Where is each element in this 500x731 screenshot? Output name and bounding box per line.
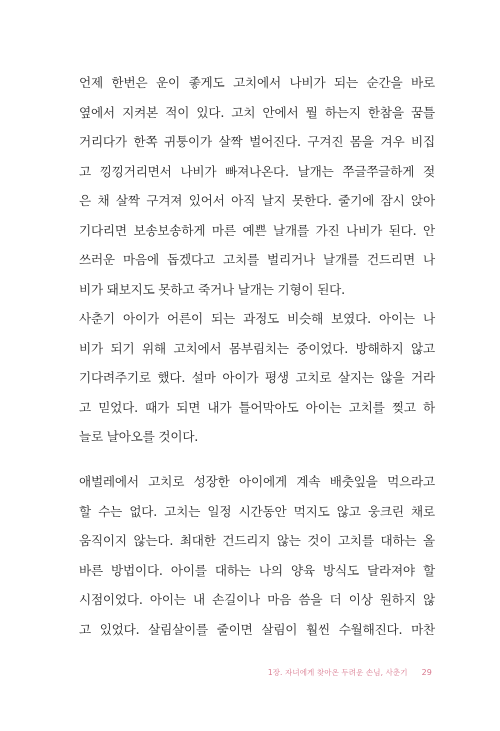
text-line: 늘로 날아오를 것이다. (79, 429, 199, 444)
text-line: 고 있었다. 살림살이를 줄이면 살림이 훨씬 수월해진다. 마찬 (79, 621, 435, 637)
text-line: 기다려주기로 했다. 설마 아이가 평생 고치로 살지는 않을 거라 (79, 370, 435, 385)
text-line: 할 수는 없다. 고치는 일정 시간동안 먹지도 않고 웅크린 채로 (79, 503, 435, 519)
text-line: 언제 한번은 운이 좋게도 고치에서 나비가 되는 순간을 바로 (79, 75, 435, 90)
text-line: 애벌레에서 고치로 성장한 아이에게 계속 배춧잎을 먹으라고 (79, 474, 435, 489)
page-number: 29 (421, 668, 432, 677)
text-line: 사춘기 아이가 어른이 되는 과정도 비슷해 보였다. 아이는 나 (79, 311, 435, 326)
text-line: 쓰러운 마음에 돕겠다고 고치를 벌리거나 날개를 건드리면 나 (79, 252, 435, 267)
text-line: 거리다가 한쪽 귀퉁이가 살짝 벌어진다. 구겨진 몸을 겨우 비집 (79, 134, 435, 149)
text-line: 비가 돼보지도 못하고 죽거나 날개는 기형이 된다. (79, 281, 345, 297)
text-line: 움직이지 않는다. 최대한 건드리지 않는 것이 고치를 대하는 올 (79, 533, 435, 548)
text-line: 은 채 살짝 구겨져 있어서 아직 날지 못한다. 줄기에 잠시 앉아 (79, 193, 435, 208)
text-block-1 (79, 68, 435, 452)
text-line: 고 낑낑거리면서 나비가 빠져나온다. 날개는 쭈글쭈글하게 젖 (79, 163, 435, 179)
chapter-title: 1장. 자녀에게 찾아온 두려운 손님, 사춘기 (267, 668, 408, 677)
text-line: 시점이었다. 아이는 내 손길이나 마음 씀을 더 이상 원하지 않 (79, 592, 435, 607)
text-line: 옆에서 지켜본 적이 있다. 고치 안에서 뭘 하는지 한참을 꿈틀 (79, 104, 435, 120)
text-line: 바른 방법이다. 아이를 대하는 나의 양육 방식도 달라져야 할 (79, 562, 435, 578)
text-line: 고 믿었다. 때가 되면 내가 틀어막아도 아이는 고치를 찢고 하 (79, 399, 435, 415)
text-line: 기다리면 보송보송하게 마른 예쁜 날개를 가진 나비가 된다. 안 (79, 222, 435, 238)
page-footer (268, 667, 432, 678)
text-line: 비가 되기 위해 고치에서 몸부림치는 중이었다. 방해하지 않고 (79, 340, 435, 356)
text-block-2 (79, 467, 435, 644)
